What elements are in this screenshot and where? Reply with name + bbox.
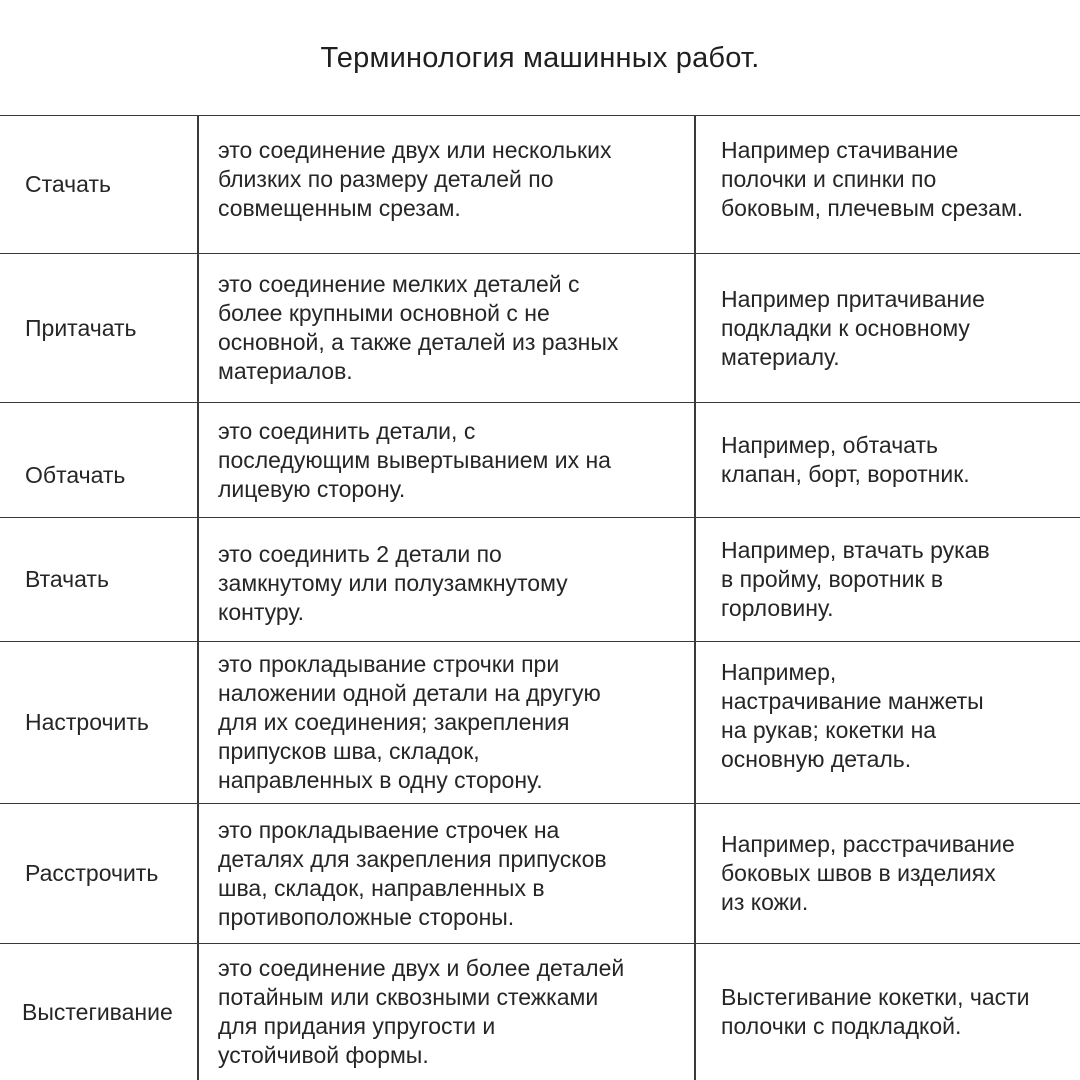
term-label: Стачать <box>25 171 111 197</box>
term-cell <box>0 642 198 803</box>
example-text: Выстегивание кокетки, части полочки с подкладкой. <box>721 984 1030 1039</box>
definition-text: это прокладываение строчек на деталях для закрепления припусков шва, складок, направленных в противоположные стороны. <box>218 816 607 930</box>
table-row <box>0 402 1080 517</box>
example-cell <box>695 518 1080 641</box>
term-label: Настрочить <box>25 709 149 735</box>
example-text: Например притачивание подкладки к основному материалу. <box>721 285 985 370</box>
table-row <box>0 803 1080 943</box>
definition-text: это соединение двух и более деталей потайным или сквозными стежками для придания упругости и устойчивой формы. <box>218 955 625 1068</box>
example-cell <box>695 403 1080 517</box>
definition-cell <box>198 944 695 1080</box>
example-cell <box>695 254 1080 402</box>
example-cell <box>695 804 1080 943</box>
definition-cell <box>198 403 695 517</box>
table-row <box>0 943 1080 1080</box>
definition-text: это соединение двух или нескольких близких по размеру деталей по совмещенным срезам. <box>218 137 612 221</box>
term-cell <box>0 804 198 943</box>
terminology-table <box>0 115 1080 1080</box>
column-divider <box>197 115 199 1080</box>
definition-cell <box>198 642 695 803</box>
definition-cell <box>198 518 695 641</box>
example-text: Например, обтачать клапан, борт, воротник. <box>721 432 970 487</box>
definition-cell <box>198 804 695 943</box>
definition-text: это соединить 2 детали по замкнутому или полузамкнутому контуру. <box>218 541 568 625</box>
term-cell <box>0 254 198 402</box>
example-text: Например, втачать рукав в пройму, воротник в горловину. <box>721 537 990 621</box>
definition-cell <box>198 116 695 253</box>
column-divider <box>694 115 696 1080</box>
page-title: Терминология машинных работ. <box>320 42 760 74</box>
term-label: Обтачать <box>25 461 126 488</box>
example-text: Например, настрачивание манжеты на рукав; кокетки на основную деталь. <box>721 659 984 772</box>
term-label: Расстрочить <box>25 860 159 886</box>
term-label: Притачать <box>25 314 137 341</box>
definition-text: это соединение мелких деталей с более крупными основной с не основной, а также деталей из разных материалов. <box>218 271 619 384</box>
term-label: Втачать <box>25 566 109 592</box>
example-text: Например стачивание полочки и спинки по боковым, плечевым срезам. <box>721 137 1024 221</box>
term-cell <box>0 518 198 641</box>
term-cell <box>0 116 198 253</box>
term-cell <box>0 403 198 517</box>
definition-text: это соединить детали, с последующим вывертыванием их на лицевую сторону. <box>218 417 611 502</box>
definition-cell <box>198 254 695 402</box>
example-cell <box>695 944 1080 1080</box>
example-cell <box>695 116 1080 253</box>
table-row <box>0 115 1080 253</box>
table-row <box>0 517 1080 641</box>
example-text: Например, расстрачивание боковых швов в изделиях из кожи. <box>721 831 1015 915</box>
definition-text: это прокладывание строчки при наложении одной детали на другую для их соединения; закрепления припусков шва, складок, направленных в одну сторону. <box>218 651 601 793</box>
example-cell <box>695 642 1080 803</box>
table-row <box>0 253 1080 402</box>
table-row <box>0 641 1080 803</box>
term-cell <box>0 944 198 1080</box>
term-label: Выстегивание <box>22 998 173 1025</box>
